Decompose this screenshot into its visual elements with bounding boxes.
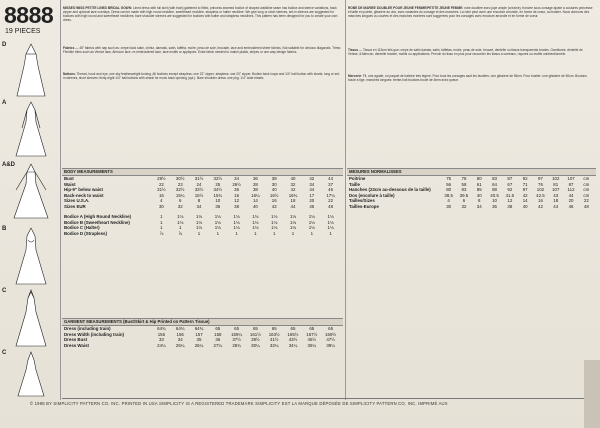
- table-cell: 1⅛: [195, 225, 203, 231]
- table-cell: 34½: [213, 187, 223, 193]
- table-cell: 1⅛: [195, 219, 203, 225]
- table-cell: 41½: [269, 337, 279, 343]
- table-cell: 46: [309, 203, 315, 209]
- table-cell: 34: [309, 181, 315, 187]
- figure-label: C: [2, 288, 7, 294]
- table-cell: 45½: [307, 337, 317, 343]
- figure-label: A: [2, 100, 7, 106]
- row-label: Back-neck to waist: [64, 192, 104, 198]
- table-cell: 16¾: [288, 192, 298, 198]
- table-cell: 1⅛: [308, 225, 315, 231]
- table-cell: 64¾: [157, 326, 166, 331]
- table-cell: 8: [478, 198, 481, 204]
- row-label: Dress Bust: [64, 337, 88, 343]
- table-cell: 88: [492, 187, 497, 193]
- table-cell: 78: [461, 176, 467, 181]
- notions-en: Notions: Thread, hook and eye, one sky featherweight boning. All bodices except strapless: one 22" zipper, strapless: one 20" zipper. Bodice back loops and 1/4" ball button with shank; long or set-in sleeves, short sleeves: thirty-eight 1/4" ball buttons with shank for mock back opening (opt.). Bare shoulder dress: one pkg. 1/4" wide elastic.: [63, 72, 340, 80]
- table-cell: 36: [252, 176, 258, 181]
- table-cell: 31½: [194, 176, 204, 181]
- table-cell: 158: [214, 331, 222, 337]
- table-cell: 1⅛: [177, 219, 184, 225]
- row-label: Bodice C (Halter): [64, 225, 100, 231]
- table-cell: 30: [271, 181, 277, 187]
- table-cell: 25¼: [175, 342, 185, 348]
- table-cell: cm: [583, 181, 590, 187]
- table-cell: 65: [252, 326, 258, 331]
- table-cell: 1: [160, 225, 163, 231]
- table-cell: 20: [568, 198, 574, 204]
- table-cell: 1⅛: [308, 214, 315, 219]
- table-row: [64, 204, 341, 210]
- figure-label: B: [2, 226, 7, 232]
- row-label: Poitrine: [349, 176, 366, 181]
- notions-text: Thread, hook and eye, one sky featherweight boning. All bodices except strapless: one 22" zipper, strapless: one 20" zipper. Bodice back loops and 1/4" ball button with shank; long or set-in sleeves, short sleeves: thirty-eight 1/4" ball buttons with shank for mock back opening (opt.). Bare shoulder dress: one pkg. 1/4" wide elastic.: [63, 72, 340, 80]
- table-cell: 169½: [325, 331, 337, 337]
- table-cell: 44: [290, 203, 296, 209]
- table-cell: 27¼: [213, 342, 223, 348]
- description-text: Lined dress with full skirt (with train) gathered to fitted, princess seamed bodice of shaped waistline seam has bodice and sleeve variations, back zipper and optional lace overlays. Dress can be made with high round neckline, sweetheart neckline, strapless or halter neckline. We give long or short sleeves, set-in sleeves are suggested for bodices with high round and sweetheart necklines; bare shoulder sleeves are suggested for bodices with halter and strapless necklines. This pattern has been designed for you to create your own dress.: [63, 6, 338, 22]
- table-cell: 40: [252, 203, 258, 209]
- table-cell: 157: [195, 331, 203, 337]
- row-label: Dress Width (including train): [64, 331, 124, 337]
- table-cell: 16: [271, 198, 277, 204]
- table-row: [64, 343, 341, 349]
- table-cell: 29½: [157, 176, 166, 181]
- envelope-edge: [584, 360, 600, 428]
- figure-label: C: [2, 350, 7, 356]
- table-cell: 33: [158, 337, 164, 343]
- row-label: Tailles/Sizes: [349, 198, 375, 204]
- table-cell: cm: [583, 187, 590, 193]
- table-cell: 58: [461, 181, 467, 187]
- table-cell: 44: [568, 192, 574, 198]
- table-cell: 1: [272, 230, 276, 236]
- table-cell: 1: [160, 219, 163, 225]
- table-cell: 1: [310, 230, 314, 236]
- table-cell: 35: [196, 337, 202, 343]
- table-cell: 42.5: [536, 192, 545, 198]
- table-cell: 44: [553, 203, 559, 209]
- table-cell: 67: [507, 181, 513, 187]
- row-label: Bust: [64, 176, 74, 181]
- table-cell: 64¾: [175, 326, 185, 331]
- table-cell: 39½: [251, 337, 260, 343]
- notions-title: Notions: [63, 72, 75, 76]
- table-cell: 40: [290, 176, 296, 181]
- table-cell: 6: [178, 198, 182, 204]
- table-cell: 26¼: [194, 342, 204, 348]
- table-cell: 31½: [157, 187, 166, 193]
- table-cell: 1⅛: [289, 219, 297, 225]
- table-cell: 65: [290, 326, 296, 331]
- row-label: Bodice D (Strapless): [64, 230, 107, 236]
- table-cell: 1⅛: [271, 225, 278, 231]
- table-cell: 24¼: [157, 342, 166, 348]
- table-cell: 22: [328, 198, 334, 204]
- table-cell: 40: [476, 192, 482, 198]
- bodice-table: [64, 214, 341, 236]
- table-cell: 30: [158, 203, 164, 209]
- table-cell: 102: [536, 187, 545, 193]
- table-cell: 48: [328, 203, 334, 209]
- table-cell: 33½: [194, 187, 204, 193]
- table-cell: 1⅛: [271, 214, 278, 219]
- table-cell: 155: [157, 331, 166, 337]
- table-cell: 36¼: [307, 342, 317, 348]
- description-title: MISSES'/MISS PETITE LINED BRIDAL GOWN:: [63, 6, 133, 10]
- table-cell: 23: [177, 181, 183, 187]
- garment-figures: [2, 40, 60, 398]
- table-cell: 16: [234, 192, 240, 198]
- table-cell: 56: [446, 181, 452, 187]
- fabrics-en: Fabrics — 45" fabrics with nap such as: crepe back satin, chintz, damask, satin, taffeta, moire, peau de soie, brocade, lace and embroidered sheer fabrics. Not suitable for obvious diagonals. Trims: Flexible trims such as Venice lace, Alencon lace, re-embroidered lace, lace motifs or appliques. Extra fabric needed to match plaids, stripes or one-way design fabrics.: [63, 46, 341, 54]
- table-cell: 1: [254, 230, 257, 236]
- table-cell: 64¾: [194, 326, 204, 331]
- table-cell: 1⅛: [252, 214, 259, 219]
- table-cell: 16: [538, 198, 543, 204]
- table-cell: 1⅛: [233, 214, 240, 219]
- table-cell: 1⅛: [327, 225, 334, 231]
- mercerie-fr: Mercerie: Fil, une agrafe, un paquet de baleine tres legere. Pour tous les corsages sauf les bustiers: une glissiere de 56cm. Pour bustier: une glissiere de 50cm. Boutons boule a tige, manches longues: trente-huit boutons boule de 6mm avec queue.: [348, 74, 587, 82]
- table-cell: 10: [215, 198, 221, 204]
- table-cell: 38.5: [444, 192, 453, 198]
- table-cell: 39¼: [326, 342, 335, 348]
- row-label: Dos (encolure à taille): [349, 192, 395, 198]
- row-label: Sizes EUR: [64, 203, 86, 209]
- table-cell: 92: [507, 187, 513, 193]
- table-cell: 6: [462, 198, 466, 204]
- table-cell: 22: [158, 181, 164, 187]
- table-cell: 30½: [175, 176, 185, 181]
- table-cell: 10: [492, 198, 497, 204]
- table-cell: 36: [215, 203, 221, 209]
- table-cell: 1⅛: [214, 219, 221, 225]
- table-cell: 28¾: [232, 342, 241, 348]
- table-cell: ⅞: [159, 230, 164, 236]
- table-cell: 32: [461, 203, 467, 209]
- table-cell: 38: [271, 176, 277, 181]
- description-text-fr: robe doublee avec jupe ample (a traine), froncee sous corsage ajuste a coutures princesse et taille en pointe, glissiere au dos, avec variantes du corsage et des manches. La robe peut avoir une encolure arrondie, en forme de coeur, au bustier. Nous donnons des manches longues ou courtes et des manches montees sont suggerees pour les corsages avec encolure arrondie et en forme de coeur.: [348, 6, 593, 18]
- table-cell: 34¼: [288, 342, 298, 348]
- table-cell: 107: [567, 176, 575, 181]
- table-cell: 42: [271, 203, 277, 209]
- column-divider: [60, 0, 61, 400]
- table-cell: 83: [492, 176, 497, 181]
- table-cell: 1: [329, 230, 332, 236]
- table-cell: 41.5: [505, 192, 515, 198]
- table-cell: 159¼: [231, 331, 243, 337]
- table-cell: 37½: [232, 337, 241, 343]
- table-cell: cm: [583, 192, 590, 198]
- table-cell: 161½: [249, 331, 261, 337]
- table-cell: 47½: [326, 337, 335, 343]
- table-cell: 1⅛: [327, 219, 334, 225]
- table-cell: 44: [328, 176, 334, 181]
- table-cell: 1⅛: [252, 219, 259, 225]
- table-cell: 1⅛: [327, 214, 334, 219]
- table-cell: ⅞: [178, 230, 183, 236]
- gown-sketches: [2, 40, 60, 398]
- table-cell: 87: [568, 181, 574, 187]
- table-cell: 43: [553, 192, 559, 198]
- table-cell: 39.5: [459, 192, 469, 198]
- table-cell: 1: [291, 230, 295, 236]
- row-label: Waist: [64, 181, 76, 187]
- body-measurements-title: BODY MEASUREMENTS: [62, 168, 343, 176]
- table-cell: 71: [522, 181, 528, 187]
- mercerie-text: Fil, une agrafe, un paquet de baleine tres legere. Pour tous les corsages sauf les bustiers: une glissiere de 56cm. Pour bustier: une glissiere de 50cm. Boutons boule a tige, manches longues: trente-huit boutons boule de 6mm avec queue.: [348, 74, 587, 82]
- table-cell: 85: [476, 187, 482, 193]
- table-cell: 22: [583, 198, 589, 204]
- footer-rule: [62, 398, 596, 399]
- table-cell: 17: [309, 192, 315, 198]
- figure-label: A&D: [2, 162, 15, 168]
- table-cell: 37: [328, 181, 334, 187]
- description-en: [63, 6, 341, 44]
- table-cell: 32: [177, 203, 183, 209]
- table-cell: 34: [476, 203, 482, 209]
- description-fr: [348, 6, 594, 46]
- table-cell: 32½: [175, 187, 185, 193]
- table-cell: 42: [538, 203, 543, 209]
- table-cell: 1⅛: [214, 214, 221, 219]
- table-cell: 34: [177, 337, 183, 343]
- table-cell: 24: [196, 181, 202, 187]
- row-label: Sizes U.S.A.: [64, 198, 90, 204]
- table-cell: 1: [216, 230, 220, 236]
- table-cell: 17¼: [326, 192, 335, 198]
- table-cell: 36: [215, 337, 221, 343]
- table-cell: 1: [197, 230, 201, 236]
- table-cell: 65: [234, 326, 240, 331]
- table-cell: 30¼: [251, 342, 260, 348]
- table-cell: 92: [522, 176, 528, 181]
- table-cell: 163½: [268, 331, 280, 337]
- table-cell: 20: [309, 198, 315, 204]
- table-cell: 12: [234, 198, 240, 204]
- table-cell: 15½: [194, 192, 204, 198]
- table-cell: 4: [447, 198, 450, 204]
- column-divider: [345, 0, 346, 400]
- table-cell: 38: [252, 187, 258, 193]
- pattern-number: 8888: [4, 2, 54, 28]
- table-cell: 64: [492, 181, 497, 187]
- table-cell: 32: [290, 181, 296, 187]
- table-cell: 42: [309, 176, 315, 181]
- table-cell: 40.5: [490, 192, 499, 198]
- table-cell: 1: [160, 214, 163, 219]
- row-label: Taille: [349, 181, 360, 187]
- table-cell: 76: [538, 181, 543, 187]
- table-cell: 65: [215, 326, 221, 331]
- table-cell: 40: [522, 203, 528, 209]
- table-cell: 102: [552, 176, 560, 181]
- row-label: Bodice B (Sweetheart Neckline): [64, 219, 130, 225]
- tissus-fr: Tissus — Tissus en 115cm tels que: crepe de satin damas, satin, taffetas, moire, peau de soie, brocart, dentelle ou tissus transparents brodes. Garnitures: dentelle de Venise, d'Alencon, dentelle brodee, motifs ou applications. Prevoir du tissu en plus pour raccorder les tissus a carreaux, rayures ou motifs unidirectionnels.: [348, 48, 583, 56]
- table-cell: 156: [176, 331, 184, 337]
- table-cell: 112: [567, 187, 575, 193]
- table-cell: 32½: [213, 176, 223, 181]
- table-cell: 1⅛: [308, 219, 315, 225]
- table-cell: 80: [446, 187, 452, 193]
- table-row: [349, 204, 594, 210]
- table-cell: 87: [507, 176, 513, 181]
- table-cell: 97: [538, 176, 543, 181]
- table-cell: 42: [290, 187, 296, 193]
- table-cell: 1⅛: [233, 219, 240, 225]
- table-cell: 44: [309, 187, 315, 193]
- table-cell: 26½: [232, 181, 241, 187]
- table-cell: 97: [522, 187, 528, 193]
- table-cell: 1⅛: [271, 219, 278, 225]
- table-cell: 16½: [269, 192, 279, 198]
- table-cell: 14: [522, 198, 528, 204]
- table-cell: 25: [215, 181, 221, 187]
- table-cell: 40: [271, 187, 277, 193]
- body-measurements-table: [64, 176, 341, 210]
- description-title-fr: ROBE DE MARIEE DOUBLEE POUR JEUNE FEMME/PETITE JEUNE FEMME:: [348, 6, 464, 10]
- table-cell: 107: [552, 187, 560, 193]
- tissus-text: Tissus en 115cm tels que: crepe de satin damas, satin, taffetas, moire, peau de soie, brocart, dentelle ou tissus transparents brodes. Garnitures: dentelle de Venise, d'Alencon, dentelle brodee, motifs ou applications. Prevoir du tissu en plus pour raccorder les tissus a carreaux, rayures ou motifs unidirectionnels.: [348, 48, 583, 56]
- figure-label: D: [2, 42, 7, 48]
- table-cell: 65: [271, 326, 277, 331]
- tissus-title: Tissus: [348, 48, 359, 52]
- table-row: [64, 231, 341, 237]
- table-cell: 14: [252, 198, 258, 204]
- table-cell: 1⅛: [177, 214, 184, 219]
- row-label: Tailles-Europe: [349, 203, 379, 209]
- fabrics-title: Fabrics: [63, 46, 75, 50]
- table-cell: 28: [252, 181, 258, 187]
- table-cell: 1⅛: [214, 225, 221, 231]
- table-cell: 83: [461, 187, 467, 193]
- row-label: Hanches (23cm au-dessous de la taille): [349, 187, 431, 193]
- table-cell: 34: [196, 203, 202, 209]
- garment-measurements-table: [64, 326, 341, 348]
- table-cell: 15¼: [175, 192, 185, 198]
- row-label: Bodice A (High Round Neckline): [64, 214, 131, 219]
- table-cell: 65: [328, 326, 334, 331]
- mesures-table: [349, 176, 594, 210]
- table-cell: 1⅛: [233, 225, 240, 231]
- table-cell: 38: [507, 203, 513, 209]
- table-cell: 46: [328, 187, 334, 193]
- table-cell: 42: [522, 192, 528, 198]
- table-cell: 46: [568, 203, 574, 209]
- copyright-footer: © 1998 BY SIMPLICITY PATTERN CO. INC. PRINTED IN USA SIMPLICITY IS A REGISTERED TRADEMARK SIMPLICITY EST LA MARQUE DÉPOSÉE DE SIMPLICITY PATTERN CO. INC. IMPRIMÉ AUX: [30, 401, 448, 406]
- table-cell: 1⅛: [289, 214, 297, 219]
- table-cell: 61: [476, 181, 482, 187]
- table-cell: 34: [234, 176, 240, 181]
- table-cell: 36: [492, 203, 497, 209]
- table-cell: 80: [476, 176, 482, 181]
- table-cell: 1⅛: [195, 214, 203, 219]
- table-cell: 75: [446, 176, 452, 181]
- garment-measurements-title: GARMENT MEASUREMENTS (Bust/Skirt & Hip Printed on Pattern Tissue): [62, 318, 343, 326]
- table-cell: 1: [178, 225, 182, 231]
- row-label: Dress Waist: [64, 342, 89, 348]
- table-cell: 32¼: [269, 342, 279, 348]
- table-cell: 15: [158, 192, 164, 198]
- table-cell: cm: [583, 176, 590, 181]
- table-cell: 165½: [287, 331, 299, 337]
- table-cell: 12: [507, 198, 513, 204]
- table-cell: 43½: [288, 337, 298, 343]
- fabrics-text: 45" fabrics with nap such as: crepe back satin, chintz, damask, satin, taffeta, moire, peau de soie, brocade, lace and embroidered sheer fabrics. Not suitable for obvious diagonals. Trims: Flexible trims such as Venice lace, Alencon lace, re-embroidered lace, lace motifs or appliques. Extra fabric needed to match plaids, stripes or one-way design fabrics.: [63, 46, 341, 54]
- table-cell: 16¼: [251, 192, 260, 198]
- table-cell: 1⅛: [289, 225, 297, 231]
- table-cell: 1⅛: [252, 225, 259, 231]
- table-cell: 48: [583, 203, 589, 209]
- table-cell: 36: [234, 187, 240, 193]
- mercerie-title: Mercerie: [348, 74, 362, 78]
- table-cell: 18: [290, 198, 296, 204]
- row-label: Hip-9" below waist: [64, 187, 103, 193]
- table-cell: 18: [553, 198, 559, 204]
- mesures-title: MESURES NORMALISEES: [347, 168, 596, 176]
- table-cell: 30: [446, 203, 452, 209]
- piece-count: 19 PIECES: [5, 28, 41, 35]
- row-label: Dress (including train): [64, 326, 111, 331]
- table-cell: 38: [234, 203, 240, 209]
- table-cell: 167½: [306, 331, 318, 337]
- table-cell: 4: [160, 198, 163, 204]
- table-cell: 65: [309, 326, 315, 331]
- table-cell: 8: [197, 198, 201, 204]
- table-cell: 15¾: [213, 192, 223, 198]
- table-cell: 81: [553, 181, 559, 187]
- table-cell: 1: [235, 230, 238, 236]
